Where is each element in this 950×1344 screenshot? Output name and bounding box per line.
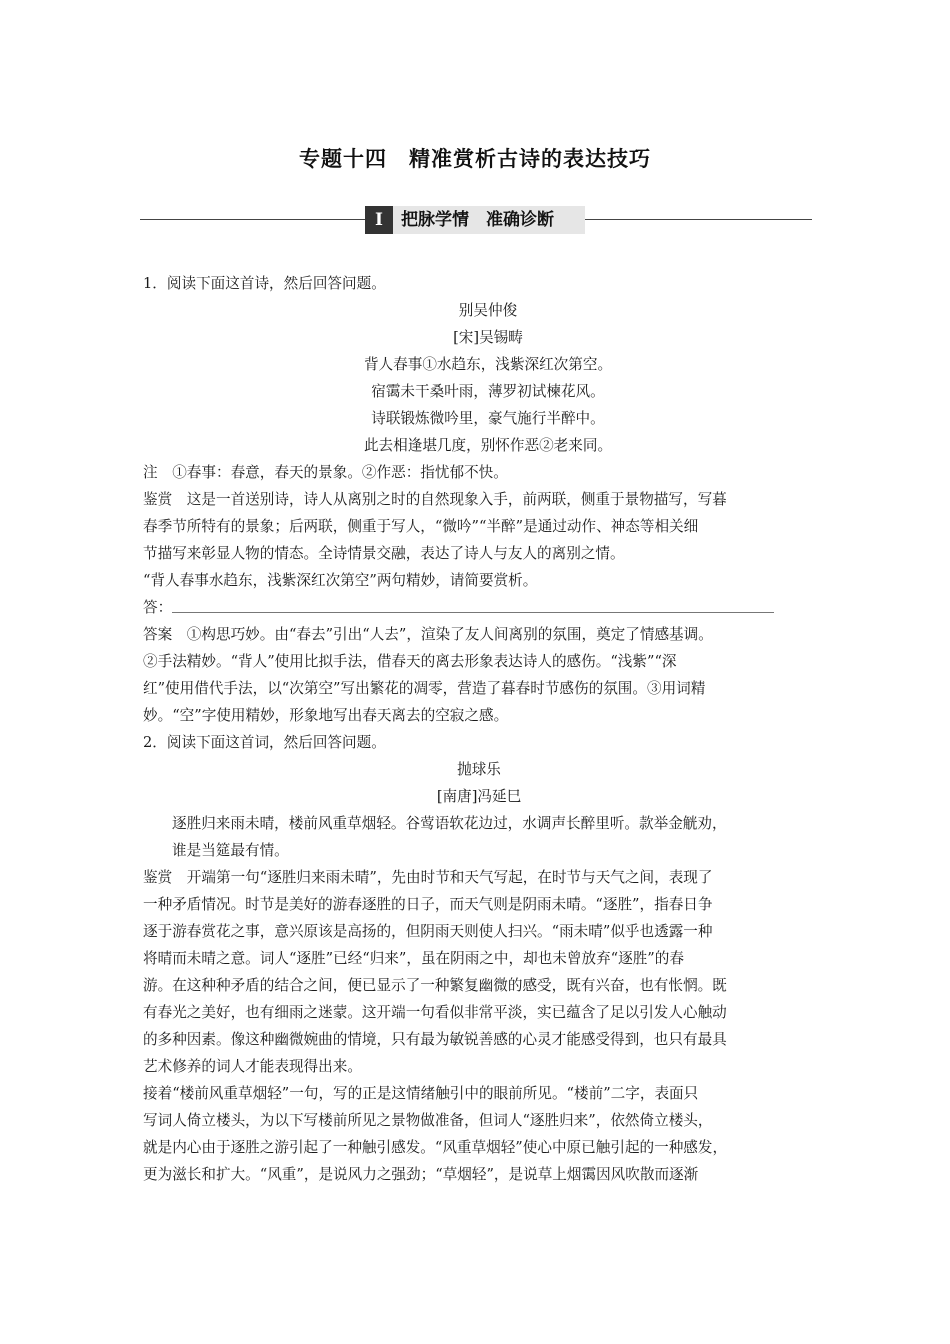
q1-poem-line: 此去相逢堪几度，别怀作恶②老来同。 (363, 437, 613, 454)
q1-appreciation-line: 节描写来彰显人物的情态。全诗情景交融，表达了诗人与友人的离别之情。 (143, 545, 625, 562)
q2-appreciation-line: 接着“楼前风重草烟轻”一句，写的正是这情绪触引中的眼前所见。“楼前”二字，表面只 (143, 1085, 699, 1102)
document-body (143, 270, 815, 1188)
q1-answer-row (143, 594, 815, 621)
q1-poem-author: [宋]吴锡畴 (453, 329, 523, 346)
divider-right (585, 219, 812, 220)
q2-appreciation-line: 将晴而未晴之意。词人“逐胜”已经“归来”，虽在阴雨之中，却也未曾放弃“逐胜”的春 (143, 950, 684, 967)
q1-appreciation-line: 鉴赏 这是一首送别诗，诗人从离别之时的自然现象入手，前两联，侧重于景物描写，写暮 (143, 491, 727, 508)
q2-appreciation-line: 的多种因素。像这种幽微婉曲的情境，只有最为敏锐善感的心灵才能感受得到，也只有最具 (143, 1031, 727, 1048)
q2-appreciation-line: 鉴赏 开端第一句“逐胜归来雨未晴”，先由时节和天气写起，在时节与天气之间，表现了 (143, 869, 713, 886)
q1-answer-line: 红”使用借代手法，以“次第空”写出繁花的凋零，营造了暮春时节感伤的氛围。③用词精 (143, 680, 706, 697)
q2-appreciation-line: 逐于游春赏花之事，意兴原该是高扬的，但阴雨天则使人扫兴。“雨未晴”似乎也透露一种 (143, 923, 713, 940)
answer-blank-line[interactable] (172, 594, 774, 613)
q1-answer-line: ②手法精妙。“背人”使用比拟手法，借春天的离去形象表达诗人的感伤。“浅紫”“深 (143, 653, 677, 670)
q1-answer-line: 答案 ①构思巧妙。由“春去”引出“人去”，渲染了友人间离别的氛围，奠定了情感基调。 (143, 626, 713, 643)
q1-appreciation-line: 春季节所特有的景象；后两联，侧重于写人，“微吟”“半醉”是通过动作、神态等相关细 (143, 518, 699, 535)
q2-appreciation-line: 一种矛盾情况。时节是美好的游春逐胜的日子，而天气则是阴雨未晴。“逐胜”，指春日争 (143, 896, 713, 913)
q2-appreciation-line: 就是内心由于逐胜之游引起了一种触引感发。“风重草烟轻”使心中原已触引起的一种感发， (143, 1139, 728, 1156)
q2-poem-title: 抛球乐 (457, 761, 501, 778)
section-badge (365, 206, 585, 234)
q1-question: “背人春事水趋东，浅紫深红次第空”两句精妙，请简要赏析。 (143, 572, 538, 589)
page-title: 专题十四 精准赏析古诗的表达技巧 (299, 147, 651, 171)
q1-poem-title: 别吴仲俊 (458, 302, 518, 319)
q2-appreciation-line: 艺术修养的词人才能表现得出来。 (143, 1058, 362, 1075)
q1-poem-line: 诗联锻炼微吟里，豪气施行半醉中。 (371, 410, 605, 427)
q2-appreciation-line: 写词人倚立楼头，为以下写楼前所见之景物做准备，但词人“逐胜归来”，依然倚立楼头， (143, 1112, 713, 1129)
q2-appreciation-line: 游。在这种种矛盾的结合之间，便已显示了一种繁复幽微的感受，既有兴奋，也有怅惘。既 (143, 977, 727, 994)
q1-answer-line: 妙。“空”字使用精妙，形象地写出春天离去的空寂之感。 (143, 707, 509, 724)
q1-poem-line: 宿霭未干桑叶雨，薄罗初试楝花风。 (371, 383, 605, 400)
answer-label: 答： (143, 599, 173, 616)
q1-poem-line: 背人春事①水趋东，浅紫深红次第空。 (363, 356, 613, 373)
q1-note: 注 ①春事：春意，春天的景象。②作恶：指忧郁不快。 (143, 464, 508, 481)
q2-poem-line: 逐胜归来雨未晴，楼前风重草烟轻。谷莺语软花边过，水调声长醉里听。款举金觥劝， (172, 815, 727, 832)
divider-left (140, 219, 365, 220)
q2-appreciation-line: 更为滋长和扩大。“风重”，是说风力之强劲；“草烟轻”，是说草上烟霭因风吹散而逐渐 (143, 1166, 699, 1183)
q2-poem-author: [南唐]冯延巳 (436, 788, 522, 805)
q1-prompt: 1．阅读下面这首诗，然后回答问题。 (143, 275, 386, 292)
q2-poem-line: 谁是当筵最有情。 (172, 842, 289, 859)
section-number: I (365, 206, 393, 234)
section-header (140, 205, 812, 235)
section-label: 把脉学情 准确诊断 (401, 210, 554, 230)
q2-appreciation-line: 有春光之美好，也有细雨之迷蒙。这开端一句看似非常平淡，实已蕴含了足以引发人心触动 (143, 1004, 727, 1021)
q2-prompt: 2．阅读下面这首词，然后回答问题。 (143, 734, 386, 751)
